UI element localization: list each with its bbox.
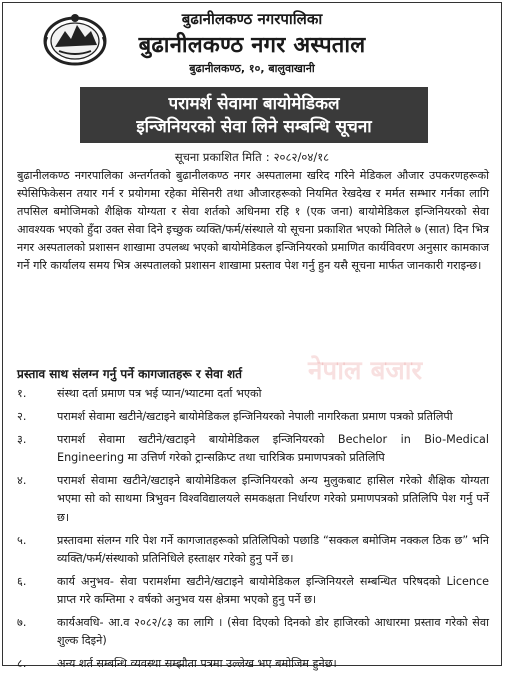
intro-paragraph: बुढानीलकण्ठ नगरपालिका अन्तर्गतको बुढानीलकण्ठ नगर अस्पतालमा खरिद गरिने मेडिकल औजार उपकरणहरूको स्पेसिफिकेसन तयार गर्न र प्रयोगमा रहेका मेसिनरी तथा औजारहरूको नियमित रेखदेख र मर्मत सम्भार गर्नका लागि तपसिल बमोजिमको शैक्षिक योग्यता र सेवा शर्तको अधिनमा रहि १ (एक जना) बायोमेडिकल इन्जिनियरको सेवा आवश्यक भएको हुँदा उक्त सेवा दिने इच्छुक व्यक्ति/फर्म/संस्थाले यो सूचना प्रकाशित भएको मितिले ७ (सात) दिन भित्र नगर अस्पतालको प्रशासन शाखामा उपलब्ध भएको बायोमेडिकल इन्जिनियरको प्रमाणित कार्यविवरण अनुसार कामकाज गर्ने गरि कार्यालय समय भित्र अस्पतालको प्रशासन शाखामा प्रस्ताव पेश गर्नु हुन यसै सूचना मार्फत जानकारी गराइन्छ। xyxy=(17,169,490,273)
list-item: ४. परामर्श सेवामा खटीने/खटाइने बायोमेडिकल इन्जिनियरको अन्य मुलुकबाट हासिल गरेको शैक्षिक योग्यता भएमा सो को साथमा त्रिभुवन विश्वविद्यालयले समकक्षता निर्धारण गरेको प्रमाणपत्रको प्रतिलिपि पेश गर्नु पर्ने छ। xyxy=(17,474,490,524)
notice-title-banner xyxy=(80,87,428,143)
watermark-logo: नेपाल बजार xyxy=(308,356,423,386)
publication-date: सूचना प्रकाशित मिति : २०८२/०४/१८ xyxy=(174,150,330,164)
hospital-address: बुढानीलकण्ठ, १०, बालुवाखानी xyxy=(189,62,315,75)
publication-date-value: २०८२/०४/१८ xyxy=(273,150,330,164)
notice-title-line-2: इन्जिनियरको सेवा लिने सम्बन्धि सूचना xyxy=(136,117,372,137)
list-item: २. परामर्श सेवामा खटीने/खटाइने बायोमेडिकल इन्जिनियरको नेपाली नागरिकता प्रमाण पत्रको प्रतिलिपी xyxy=(17,410,453,424)
section-heading: प्रस्ताव साथ संलग्न गर्नु पर्ने कागजातहरू र सेवा शर्त xyxy=(17,367,243,381)
list-item: ८. अन्य शर्त सम्बन्धि व्यवस्था सम्झौता पत्रमा उल्लेख भए बमोजिम हुनेछ। xyxy=(17,657,337,671)
publication-date-label: सूचना प्रकाशित मिति xyxy=(174,150,262,164)
list-item: ३. परामर्श सेवामा खटीने/खटाइने बायोमेडिकल इन्जिनियरको Bechelor in Bio-Medical Engineering मा उत्तिर्ण गरेको ट्रान्सक्रिप्ट तथा चारित्रिक प्रमाणपत्रको प्रतिलिपि xyxy=(17,433,489,465)
hospital-name: बुढानीलकण्ठ नगर अस्पताल xyxy=(138,33,366,58)
list-item: ५. प्रस्तावमा संलग्न गरि पेश गर्ने कागजातहरूको प्रतिलिपिको पछाडि “सक्कल बमोजिम नक्कल ठिक छ” भनि व्यक्ति/फर्म/संस्थाको प्रतिनिधिले हस्ताक्षर गरेको हुनु पर्ने छ। xyxy=(17,533,489,565)
list-item: ६. कार्य अनुभव- सेवा परामर्शमा खटीने/खटाइने बायोमेडिकल इन्जिनियरले सम्बन्धित परिषदको Licence प्राप्त गरे कम्तिमा २ वर्षको अनुभव यस क्षेत्रमा भएको हुनु पर्ने छ। xyxy=(17,574,489,606)
notice-document xyxy=(2,2,502,671)
list-item: १. संस्था दर्ता प्रमाण पत्र भई प्यान/भ्याटमा दर्ता भएको xyxy=(17,387,262,400)
list-item: ७. कार्यअवधि- आ.व २०८२/८३ का लागि । (सेवा दिएको दिनको डोर हाजिरको आधारमा प्रस्ताव गरेको सेवा शुल्क दिइने) xyxy=(17,616,489,648)
notice-title-line-1: परामर्श सेवामा बायोमेडिकल xyxy=(168,94,340,114)
conditions-list xyxy=(17,385,489,678)
municipality-name: बुढानीलकण्ठ नगरपालिका xyxy=(181,10,323,28)
